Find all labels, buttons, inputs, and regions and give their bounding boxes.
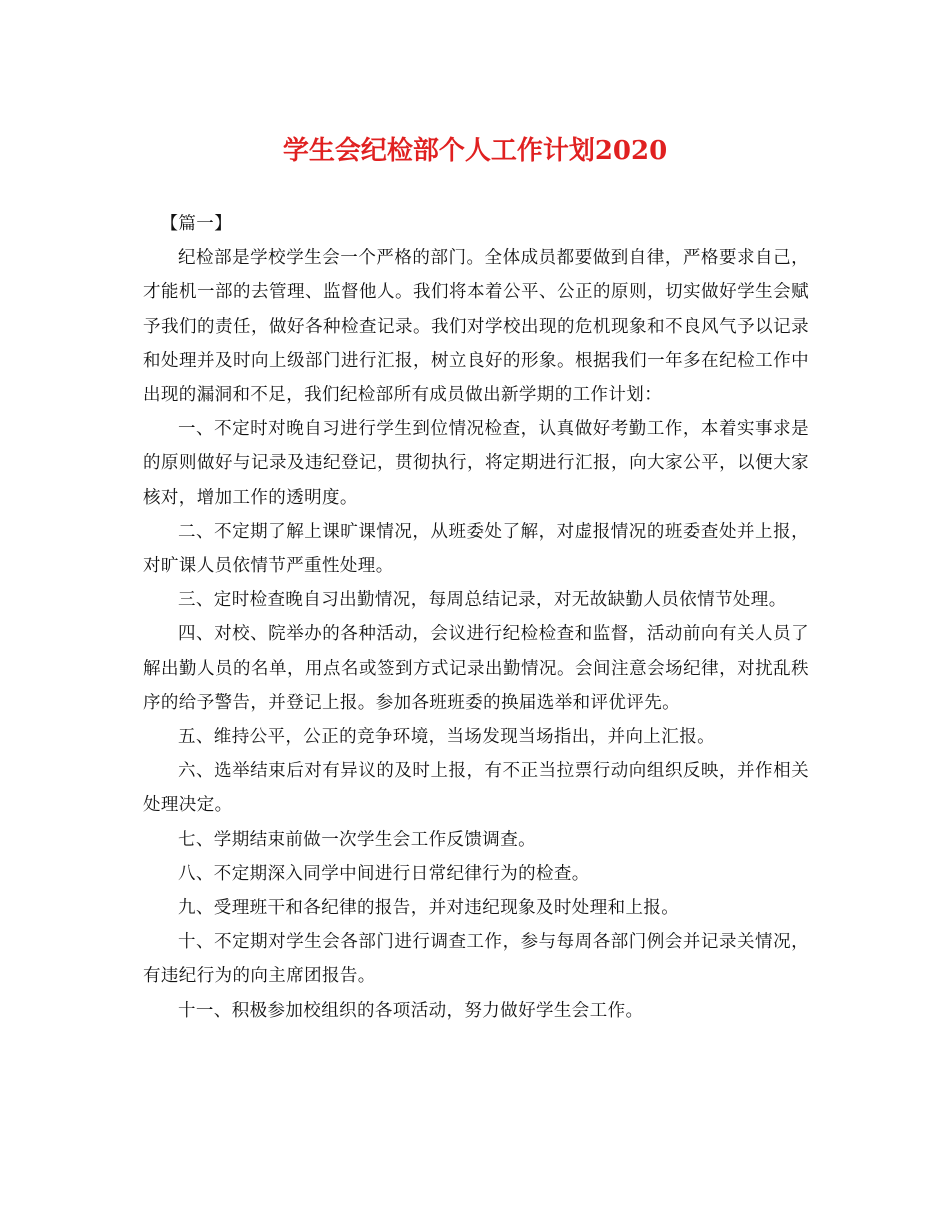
plan-item-3: 三、定时检查晚自习出勤情况，每周总结记录，对无故缺勤人员依情节处理。 <box>178 590 787 611</box>
section-heading: 【篇一】 <box>160 214 233 234</box>
plan-item-1: 一、不定时对晚自习进行学生到位情况检查，认真做好考勤工作，本着实事求是的原则做好与记录及违纪登记，贯彻执行，将定期进行汇报，向大家公平，以便大家核对，增加工作的透明度。 <box>143 419 809 508</box>
plan-item-5: 五、维持公平，公正的竞争环境，当场发现当场指出，并向上汇报。 <box>178 727 715 748</box>
plan-item-2: 二、不定期了解上课旷课情况，从班委处了解，对虚报情况的班委查处并上报，对旷课人员依情节严重性处理。 <box>143 521 809 577</box>
document-body <box>143 207 809 1028</box>
plan-item-7: 七、学期结束前做一次学生会工作反馈调查。 <box>178 829 536 850</box>
plan-item-10: 十、不定期对学生会各部门进行调查工作，参与每周各部门例会并记录关情况，有违纪行为的向主席团报告。 <box>143 932 809 987</box>
intro-paragraph: 纪检部是学校学生会一个严格的部门。全体成员都要做到自律，严格要求自己，才能机一部的去管理、监督他人。我们将本着公平、公正的原则，切实做好学生会赋予我们的责任，做好各种检查记录。我们对学校出现的危机现象和不良风气予以记录和处理并及时向上级部门进行汇报，树立良好的形象。根据我们一年多在纪检工作中出现的漏洞和不足，我们纪检部所有成员做出新学期的工作计划： <box>143 248 809 406</box>
plan-item-6: 六、选举结束后对有异议的及时上报，有不正当拉票行动向组织反映，并作相关处理决定。 <box>143 761 809 816</box>
plan-item-9: 九、受理班干和各纪律的报告，并对违纪现象及时处理和上报。 <box>178 898 680 919</box>
plan-item-11: 十一、积极参加校组织的各项活动，努力做好学生会工作。 <box>178 1000 644 1021</box>
plan-item-8: 八、不定期深入同学中间进行日常纪律行为的检查。 <box>178 863 590 884</box>
document-title: 学生会纪检部个人工作计划2020 <box>282 136 668 166</box>
plan-item-4: 四、对校、院举办的各种活动，会议进行纪检检查和监督，活动前向有关人员了解出勤人员的名单，用点名或签到方式记录出勤情况。会间注意会场纪律，对扰乱秩序的给予警告，并登记上报。参加各班班委的换届选举和评优评先。 <box>143 624 809 713</box>
